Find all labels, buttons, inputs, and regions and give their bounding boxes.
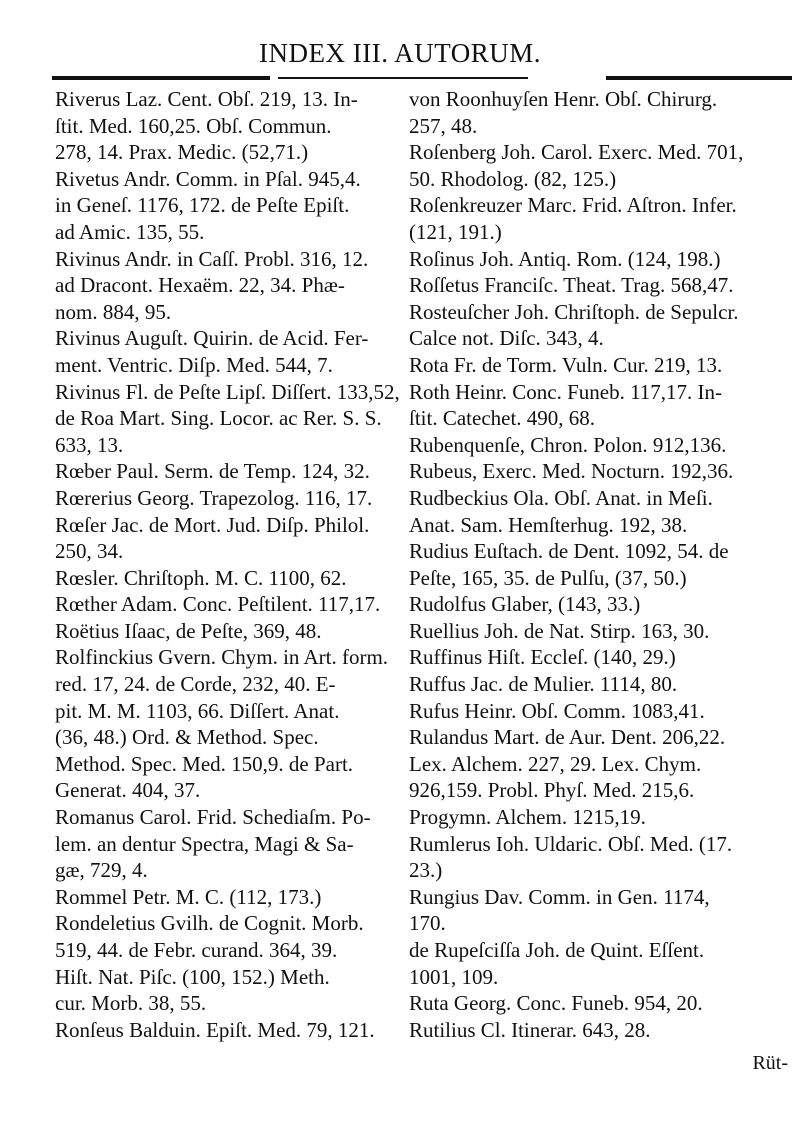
- entry-line: Rubenquenſe, Chron. Polon. 912,136.: [409, 432, 727, 457]
- index-entry: [55, 512, 401, 565]
- entry-line: 519, 44. de Febr. curand. 364, 39.: [55, 938, 338, 962]
- entry-line: Rudbeckius Ola. Obſ. Anat. in Meſi.: [409, 485, 713, 510]
- entry-line: Ruta Georg. Conc. Funeb. 954, 20.: [409, 991, 703, 1016]
- right-column: [409, 86, 795, 1043]
- index-entry: [409, 591, 795, 618]
- page-header: INDEX III. AUTORUM.: [259, 38, 541, 68]
- entry-line: Rœrerius Georg. Trapezolog. 116, 17.: [55, 485, 373, 510]
- entry-line: Rosteuſcher Joh. Chriſtoph. de Sepulcr.: [409, 299, 739, 324]
- index-entry: [409, 432, 795, 459]
- entry-line: Riverus Laz. Cent. Obſ. 219, 13. In-: [55, 87, 358, 111]
- index-entry: [409, 644, 795, 671]
- entry-line: ſtit. Catechet. 490, 68.: [409, 406, 596, 431]
- index-entry: [409, 379, 795, 432]
- entry-line: de Rupeſciſſa Joh. de Quint. Eſſent.: [409, 938, 705, 962]
- entry-line: Lex. Alchem. 227, 29. Lex. Chym.: [409, 751, 702, 776]
- index-entry: [409, 698, 795, 725]
- entry-line: Calce not. Diſc. 343, 4.: [409, 326, 604, 351]
- entry-line: lem. an dentur Spectra, Magi & Sa-: [55, 831, 354, 856]
- entry-line: Progymn. Alchem. 1215,19.: [409, 805, 646, 830]
- index-entry: [409, 831, 795, 884]
- index-entry: [409, 458, 795, 485]
- entry-line: pit. M. M. 1103, 66. Diſſert. Anat.: [55, 698, 340, 723]
- entry-line: Peſte, 165, 35. de Pulſu, (37, 50.): [409, 565, 687, 590]
- index-entry: [409, 299, 795, 352]
- entry-line: Ronſeus Balduin. Epiſt. Med. 79, 121.: [55, 1017, 375, 1042]
- entry-line: Method. Spec. Med. 150,9. de Part.: [55, 751, 354, 776]
- index-entry: [55, 166, 401, 246]
- left-column: [55, 86, 401, 1043]
- index-entry: [409, 1017, 795, 1044]
- index-entry: [55, 618, 401, 645]
- entry-line: Roth Heinr. Conc. Funeb. 117,17. In-: [409, 379, 723, 404]
- entry-line: Roëtius Iſaac, de Peſte, 369, 48.: [55, 618, 322, 643]
- entry-line: Rœther Adam. Conc. Peſtilent. 117,17.: [55, 592, 381, 617]
- catchword: Rüt-: [752, 1052, 788, 1074]
- index-entry: [55, 485, 401, 512]
- index-entry: [409, 538, 795, 591]
- index-entry: [55, 884, 401, 911]
- index-entry: [409, 990, 795, 1017]
- entry-line: Roſſetus Franciſc. Theat. Trag. 568,47.: [409, 273, 734, 298]
- entry-line: Rudius Euſtach. de Dent. 1092, 54. de: [409, 539, 729, 564]
- index-entry: [409, 139, 795, 192]
- entry-line: Generat. 404, 37.: [55, 778, 201, 803]
- entry-line: 250, 34.: [55, 539, 124, 564]
- entry-line: Rumlerus Ioh. Uldaric. Obſ. Med. (17.: [409, 831, 733, 856]
- entry-line: (121, 191.): [409, 219, 502, 244]
- entry-line: Rota Fr. de Torm. Vuln. Cur. 219, 13.: [409, 352, 723, 377]
- entry-line: Romanus Carol. Frid. Schediaſm. Po-: [55, 805, 371, 830]
- index-entry: [409, 671, 795, 698]
- entry-line: Rungius Dav. Comm. in Gen. 1174,: [409, 884, 710, 909]
- index-entry: [55, 910, 401, 1016]
- entry-line: Hiſt. Nat. Piſc. (100, 152.) Meth.: [55, 964, 330, 989]
- index-entry: [409, 884, 795, 937]
- entry-line: Roſenberg Joh. Carol. Exerc. Med. 701,: [409, 140, 744, 165]
- index-entry: [55, 591, 401, 618]
- entry-line: Rulandus Mart. de Aur. Dent. 206,22.: [409, 725, 726, 750]
- index-entry: [55, 379, 401, 459]
- index-entry: [55, 246, 401, 326]
- entry-line: ad Dracont. Hexaëm. 22, 34. Phæ-: [55, 273, 345, 298]
- header-rule-right: [606, 76, 792, 80]
- index-entry: [55, 325, 401, 378]
- index-entry: [409, 192, 795, 245]
- entry-line: ad Amic. 135, 55.: [55, 219, 205, 244]
- entry-line: 257, 48.: [409, 113, 478, 138]
- entry-line: Rudolfus Glaber, (143, 33.): [409, 592, 641, 617]
- entry-line: Rommel Petr. M. C. (112, 173.): [55, 884, 322, 909]
- entry-line: gæ, 729, 4.: [55, 858, 148, 883]
- entry-line: in Geneſ. 1176, 172. de Peſte Epiſt.: [55, 193, 350, 218]
- entry-line: Roſenkreuzer Marc. Frid. Aſtron. Infer.: [409, 193, 737, 218]
- entry-line: Anat. Sam. Hemſterhug. 192, 38.: [409, 512, 688, 537]
- entry-line: 50. Rhodolog. (82, 125.): [409, 166, 617, 191]
- entry-line: de Roa Mart. Sing. Locor. ac Rer. S. S.: [55, 406, 382, 431]
- entry-line: Rœſer Jac. de Mort. Jud. Diſp. Philol.: [55, 512, 370, 537]
- entry-line: ment. Ventric. Diſp. Med. 544, 7.: [55, 352, 333, 377]
- entry-line: Rivetus Andr. Comm. in Pſal. 945,4.: [55, 166, 361, 191]
- index-entry: [55, 644, 401, 804]
- entry-line: Rœsler. Chriſtoph. M. C. 1100, 62.: [55, 565, 347, 590]
- entry-line: cur. Morb. 38, 55.: [55, 991, 207, 1016]
- index-entry: [409, 724, 795, 830]
- entry-line: Rufus Heinr. Obſ. Comm. 1083,41.: [409, 698, 705, 723]
- index-entry: [409, 485, 795, 538]
- entry-line: Roſinus Joh. Antiq. Rom. (124, 198.): [409, 246, 721, 271]
- entry-line: 633, 13.: [55, 432, 124, 457]
- entry-line: Rolfinckius Gvern. Chym. in Art. form.: [55, 645, 389, 670]
- index-entry: [409, 86, 795, 139]
- header-rule-left: [52, 76, 270, 80]
- entry-line: Rœber Paul. Serm. de Temp. 124, 32.: [55, 459, 370, 484]
- entry-line: 170.: [409, 911, 446, 936]
- entry-line: von Roonhuyſen Henr. Obſ. Chirurg.: [409, 87, 718, 111]
- index-entry: [55, 804, 401, 884]
- entry-line: Rutilius Cl. Itinerar. 643, 28.: [409, 1017, 651, 1042]
- index-entry: [409, 272, 795, 299]
- entry-line: ſtit. Med. 160,25. Obſ. Commun.: [55, 113, 332, 138]
- header-rule-middle: [278, 77, 528, 79]
- index-entry: [409, 937, 795, 990]
- entry-line: 1001, 109.: [409, 964, 499, 989]
- entry-line: nom. 884, 95.: [55, 299, 172, 324]
- index-entry: [409, 352, 795, 379]
- entry-line: Rivinus Auguſt. Quirin. de Acid. Fer-: [55, 326, 369, 351]
- index-entry: [409, 246, 795, 273]
- entry-line: Rondeletius Gvilh. de Cognit. Morb.: [55, 911, 364, 936]
- index-entry: [55, 565, 401, 592]
- index-entry: [55, 86, 401, 166]
- entry-line: Rubeus, Exerc. Med. Nocturn. 192,36.: [409, 459, 734, 484]
- entry-line: (36, 48.) Ord. & Method. Spec.: [55, 725, 319, 750]
- index-entry: [55, 1017, 401, 1044]
- index-entry: [55, 458, 401, 485]
- entry-line: 278, 14. Prax. Medic. (52,71.): [55, 140, 309, 165]
- entry-line: Ruffus Jac. de Mulier. 1114, 80.: [409, 672, 678, 697]
- entry-line: Rivinus Fl. de Peſte Lipſ. Diſſert. 133,52,: [55, 379, 400, 404]
- entry-line: red. 17, 24. de Corde, 232, 40. E-: [55, 672, 336, 697]
- entry-line: Ruffinus Hiſt. Eccleſ. (140, 29.): [409, 645, 676, 670]
- entry-line: 926,159. Probl. Phyſ. Med. 215,6.: [409, 778, 695, 803]
- index-entry: [409, 618, 795, 645]
- entry-line: 23.): [409, 858, 443, 883]
- entry-line: Ruellius Joh. de Nat. Stirp. 163, 30.: [409, 618, 710, 643]
- entry-line: Rivinus Andr. in Caſſ. Probl. 316, 12.: [55, 246, 369, 271]
